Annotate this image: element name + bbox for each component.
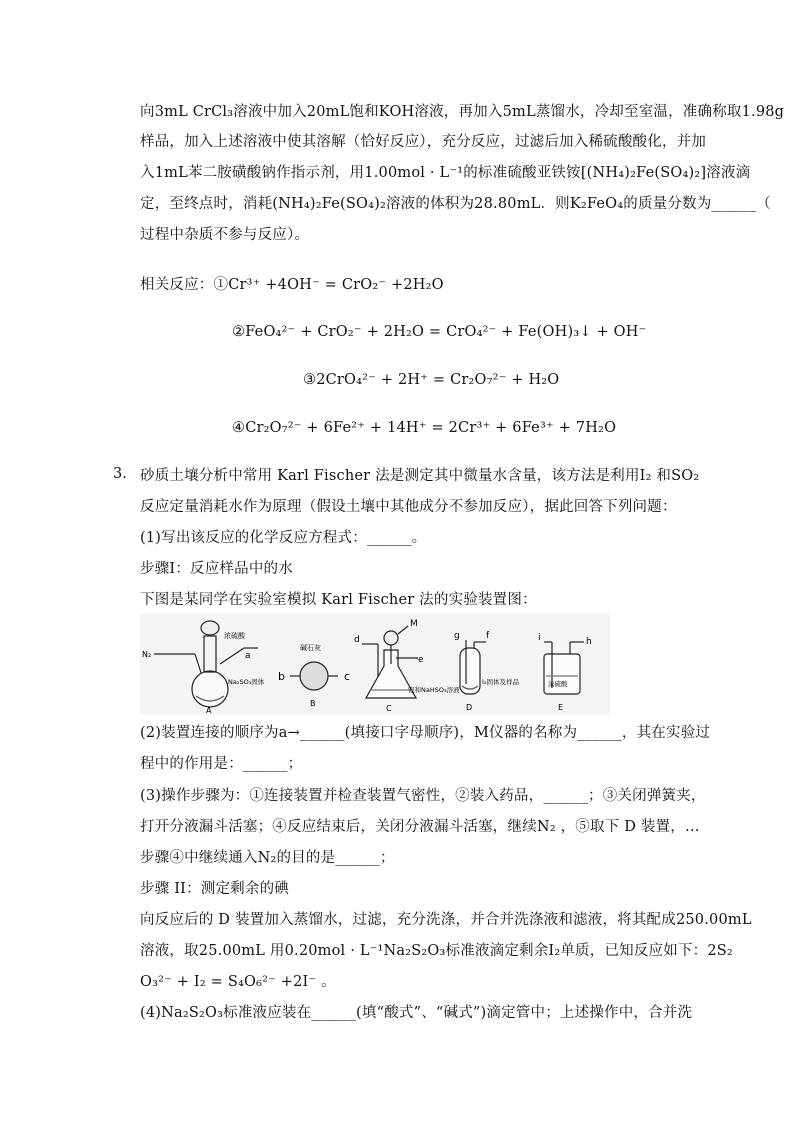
- sub-question-2: (2)装置连接的顺序为a→______(填接口字母顺序)，M仪器的名称为______，其在实验过: [140, 725, 711, 741]
- label-conc-h2so4: 浓硫酸: [224, 632, 245, 640]
- sub-question-1: (1)写出该反应的化学反应方程式：______。: [140, 530, 427, 546]
- apparatus-figure: [140, 614, 610, 714]
- label-h: h: [586, 637, 592, 647]
- step-heading: 步骤Ⅰ：反应样品中的水: [140, 561, 293, 577]
- paragraph-line: 溶液，取25.00mL 用0.20mol · L⁻¹Na₂S₂O₃标准液滴定剩余I₂单质，已知反应如下：2S₂: [140, 943, 733, 959]
- paragraph-line: 向3mL CrCl₃溶液中加入20mL饱和KOH溶液，再加入5mL蒸馏水，冷却至室温，准确称取1.98g: [140, 104, 785, 120]
- question-number: 3.: [113, 466, 127, 482]
- label-a: a: [245, 651, 251, 661]
- label-d: d: [354, 635, 360, 645]
- figure-intro: 下图是某同学在实验室模拟 Karl Fischer 法的实验装置图：: [140, 592, 537, 608]
- label-D: D: [466, 703, 473, 712]
- wash-bottle: [544, 654, 580, 694]
- label-i: i: [538, 633, 541, 643]
- sub-question-3: 打开分液漏斗活塞；④反应结束后，关闭分液漏斗活塞，继续N₂ ，⑤取下 D 装置，…: [140, 819, 700, 835]
- reaction-2: ②FeO₄²⁻ + CrO₂⁻ + 2H₂O = CrO₄²⁻ + Fe(OH)₃↓ + OH⁻: [232, 324, 647, 340]
- paragraph-line: 入1mL苯二胺磺酸钠作指示剂，用1.00mol · L⁻¹的标准硫酸亚铁铵[(NH₄)₂Fe(SO₄)₂]溶液滴: [140, 165, 751, 181]
- dropping-funnel: [201, 621, 219, 635]
- paragraph-line: 过程中杂质不参与反应）。: [140, 227, 310, 243]
- paragraph-line: 样品，加入上述溶液中使其溶解（恰好反应），充分反应，过滤后加入稀硫酸酸化，并加: [140, 134, 707, 150]
- label-E: E: [558, 703, 564, 712]
- question-stem: 反应定量消耗水作为原理（假设土壤中其他成分不参加反应），据此回答下列问题：: [140, 499, 677, 515]
- question-stem: 砂质土壤分析中常用 Karl Fischer 法是测定其中微量水含量，该方法是利用I₂ 和SO₂: [140, 468, 700, 484]
- label-jianhui: 碱石灰: [300, 644, 321, 652]
- label-na2so3: Na₂SO₃固体: [228, 678, 265, 686]
- label-conc-h2so4-e: 浓硫酸: [548, 680, 568, 688]
- label-f: f: [486, 631, 490, 641]
- paragraph-line: 向反应后的 D 装置加入蒸馏水，过滤，充分洗涤，并合并洗涤液和滤液，将其配成250.00mL: [140, 912, 752, 928]
- label-B: B: [310, 699, 316, 708]
- paragraph-line: O₃²⁻ + I₂ = S₄O₆²⁻ +2I⁻ 。: [140, 974, 336, 990]
- label-M: M: [410, 619, 418, 629]
- sub-question-3: (3)操作步骤为：①连接装置并检查装置气密性，②装入药品，______；③关闭弹簧夹，: [140, 788, 706, 804]
- sub-question-3: 步骤④中继续通入N₂的目的是______；: [140, 850, 395, 866]
- label-i2-sample: I₂固体及样品: [482, 678, 520, 686]
- funnel-m: [384, 631, 398, 645]
- reaction-3: ③2CrO₄²⁻ + 2H⁺ = Cr₂O₇²⁻ + H₂O: [303, 372, 560, 388]
- sub-question-2: 程中的作用是：______；: [140, 756, 303, 772]
- drying-bulb: [300, 662, 328, 690]
- reaction-4: ④Cr₂O₇²⁻ + 6Fe²⁺ + 14H⁺ = 2Cr³⁺ + 6Fe³⁺ + 7H₂O: [232, 420, 617, 436]
- label-c: c: [344, 670, 351, 683]
- label-A: A: [206, 706, 212, 714]
- label-b: b: [278, 670, 285, 683]
- step-heading: 步骤 II：测定剩余的碘: [140, 881, 289, 897]
- sub-question-4: (4)Na₂S₂O₃标准液应装在______(填“酸式”、“碱式”)滴定管中；上述操作中，合并洗: [140, 1005, 693, 1021]
- paragraph-line: 定，至终点时，消耗(NH₄)₂Fe(SO₄)₂溶液的体积为28.80mL．则K₂FeO₄的质量分数为______（: [140, 196, 771, 212]
- label-n2: N₂: [142, 650, 152, 659]
- label-C: C: [386, 704, 392, 713]
- label-e: e: [418, 655, 424, 665]
- label-nahso3: 饱和NaHSO₃溶液: [408, 686, 460, 694]
- label-g: g: [454, 631, 460, 641]
- reaction-1: 相关反应：①Cr³⁺ +4OH⁻ = CrO₂⁻ +2H₂O: [140, 277, 444, 293]
